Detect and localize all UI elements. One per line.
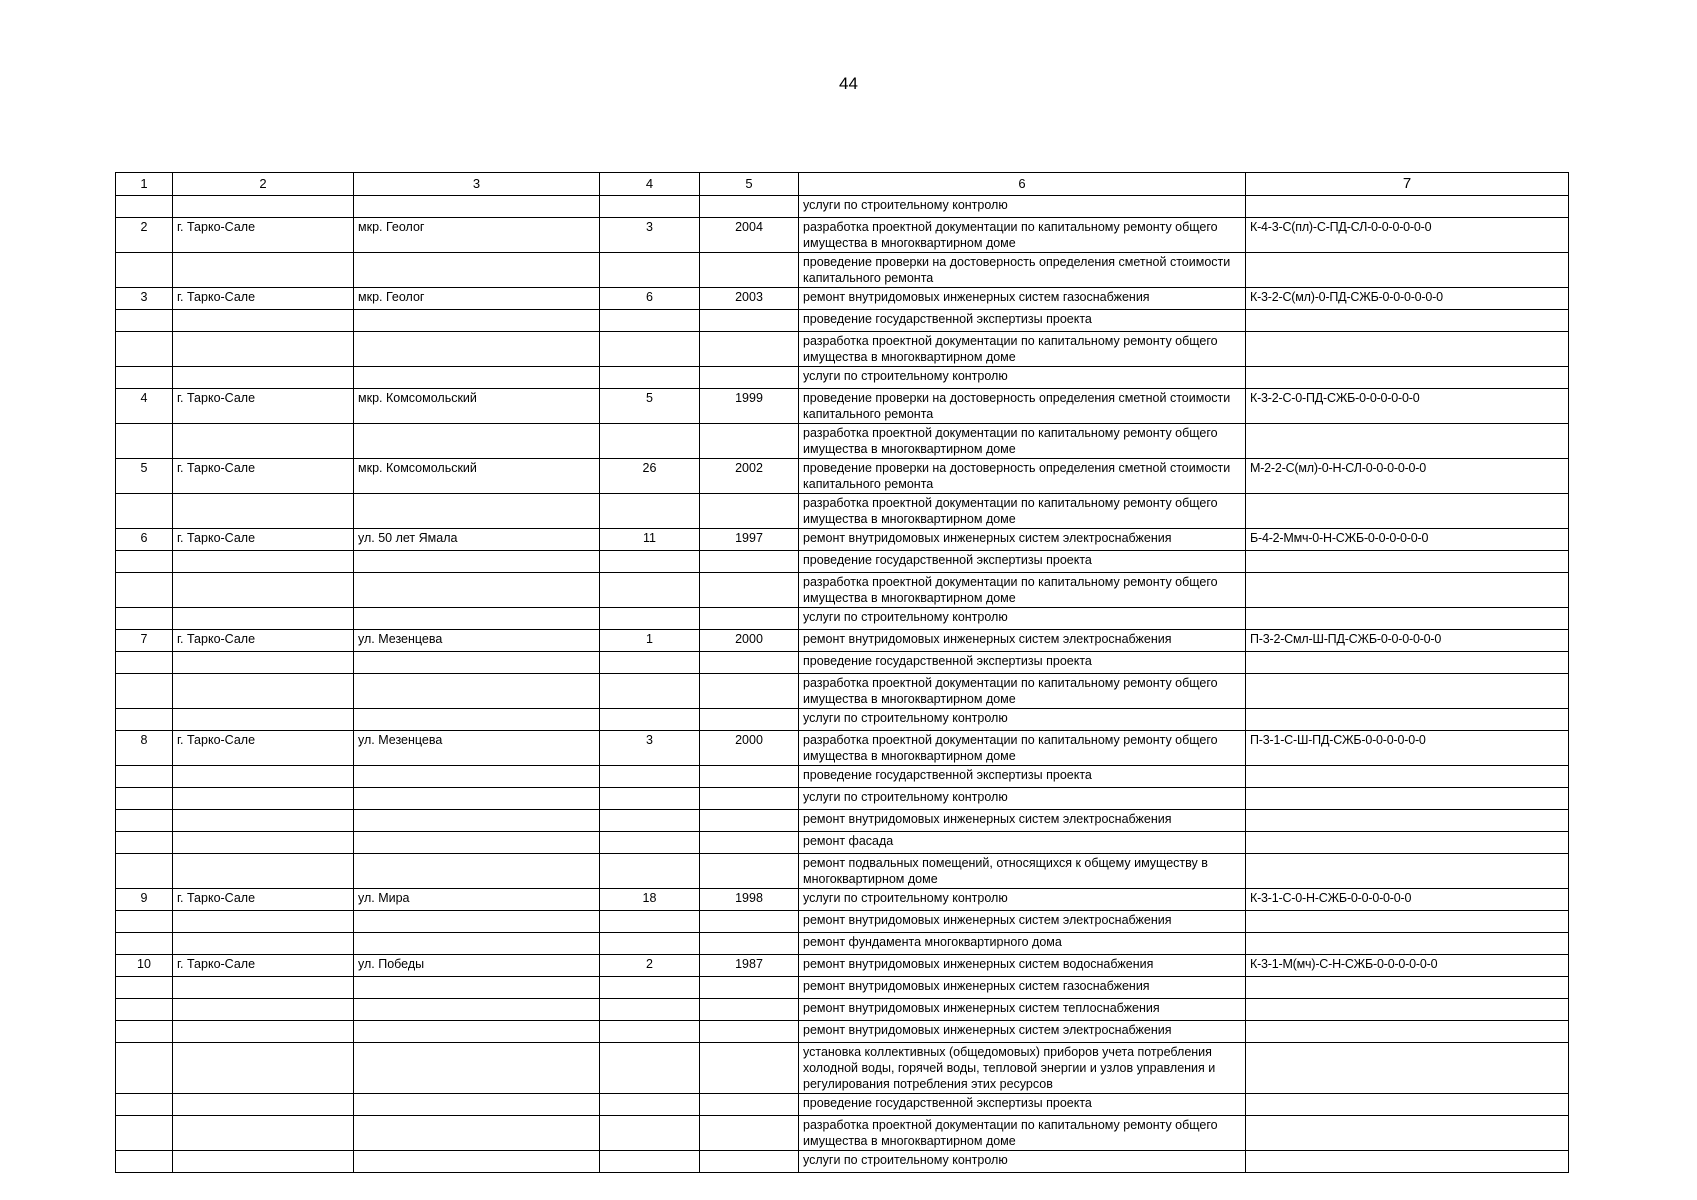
table-row [116,788,1569,810]
cell-house-number [600,367,700,389]
cell-row-number [116,608,173,630]
cell-building-code [1246,551,1569,573]
table-row [116,766,1569,788]
cell-building-code [1246,1021,1569,1043]
cell-address [354,1151,600,1173]
cell-row-number [116,766,173,788]
header-cell-2: 2 [173,173,354,196]
cell-building-code [1246,332,1569,367]
table-row [116,1116,1569,1151]
cell-work-type: ремонт внутридомовых инженерных систем водоснабжения [799,955,1246,977]
cell-city [173,977,354,999]
cell-year-built [700,608,799,630]
cell-building-code: К-3-1-С-0-Н-СЖБ-0-0-0-0-0-0 [1246,889,1569,911]
cell-address [354,196,600,218]
cell-year-built: 2004 [700,218,799,253]
cell-row-number [116,1021,173,1043]
cell-city [173,674,354,709]
cell-row-number: 6 [116,529,173,551]
cell-building-code: М-2-2-С(мл)-0-Н-СЛ-0-0-0-0-0-0 [1246,459,1569,494]
cell-house-number [600,196,700,218]
cell-building-code: К-3-1-М(мч)-С-Н-СЖБ-0-0-0-0-0-0 [1246,955,1569,977]
cell-building-code [1246,196,1569,218]
cell-address [354,253,600,288]
header-cell-7: 7 [1246,173,1569,196]
cell-year-built [700,1021,799,1043]
cell-address [354,911,600,933]
cell-row-number [116,253,173,288]
cell-house-number [600,810,700,832]
cell-house-number [600,911,700,933]
cell-city [173,1116,354,1151]
cell-work-type: ремонт фасада [799,832,1246,854]
cell-house-number [600,551,700,573]
cell-year-built [700,709,799,731]
table-row [116,630,1569,652]
cell-building-code [1246,1116,1569,1151]
cell-house-number [600,933,700,955]
cell-building-code [1246,652,1569,674]
cell-house-number [600,652,700,674]
cell-city: г. Тарко-Сале [173,630,354,652]
cell-city [173,652,354,674]
cell-work-type: разработка проектной документации по капитальному ремонту общего имущества в многоквартирном доме [799,1116,1246,1151]
cell-building-code [1246,832,1569,854]
cell-row-number [116,810,173,832]
cell-row-number [116,652,173,674]
cell-year-built [700,788,799,810]
cell-city [173,832,354,854]
cell-city: г. Тарко-Сале [173,731,354,766]
table-row [116,652,1569,674]
cell-building-code [1246,709,1569,731]
table-row [116,1021,1569,1043]
cell-row-number: 9 [116,889,173,911]
cell-building-code [1246,854,1569,889]
cell-row-number [116,674,173,709]
cell-year-built [700,1043,799,1094]
cell-row-number: 3 [116,288,173,310]
table-row [116,253,1569,288]
cell-year-built [700,253,799,288]
table-row [116,911,1569,933]
cell-year-built [700,766,799,788]
cell-address: мкр. Геолог [354,218,600,253]
cell-work-type: проведение государственной экспертизы проекта [799,1094,1246,1116]
cell-house-number [600,332,700,367]
cell-work-type: установка коллективных (общедомовых) приборов учета потребления холодной воды, горячей воды, тепловой энергии и узлов управления и регулирования потребления этих ресурсов [799,1043,1246,1094]
cell-row-number [116,310,173,332]
cell-address: мкр. Геолог [354,288,600,310]
cell-house-number [600,1043,700,1094]
table-row [116,389,1569,424]
cell-building-code [1246,494,1569,529]
cell-address [354,424,600,459]
cell-house-number: 2 [600,955,700,977]
cell-row-number: 4 [116,389,173,424]
cell-year-built [700,332,799,367]
table-row [116,731,1569,766]
cell-building-code: К-3-2-С(мл)-0-ПД-СЖБ-0-0-0-0-0-0 [1246,288,1569,310]
cell-address [354,709,600,731]
table-row [116,310,1569,332]
cell-year-built [700,911,799,933]
cell-year-built [700,832,799,854]
cell-city [173,766,354,788]
header-cell-4: 4 [600,173,700,196]
table-body [116,196,1569,1173]
cell-city [173,1094,354,1116]
cell-city [173,367,354,389]
cell-year-built [700,674,799,709]
table-row [116,832,1569,854]
cell-house-number [600,253,700,288]
table-row [116,977,1569,999]
cell-building-code [1246,424,1569,459]
cell-city: г. Тарко-Сале [173,529,354,551]
cell-year-built [700,1094,799,1116]
cell-address [354,788,600,810]
cell-work-type: ремонт внутридомовых инженерных систем электроснабжения [799,630,1246,652]
cell-work-type: услуги по строительному контролю [799,608,1246,630]
cell-city [173,494,354,529]
cell-row-number [116,1043,173,1094]
cell-address: ул. Мезенцева [354,731,600,766]
cell-work-type: разработка проектной документации по капитальному ремонту общего имущества в многоквартирном доме [799,494,1246,529]
cell-address [354,999,600,1021]
cell-house-number [600,1116,700,1151]
cell-building-code [1246,766,1569,788]
cell-year-built: 2000 [700,731,799,766]
cell-year-built: 2002 [700,459,799,494]
cell-house-number [600,310,700,332]
cell-work-type: проведение проверки на достоверность определения сметной стоимости капитального ремонта [799,253,1246,288]
cell-work-type: разработка проектной документации по капитальному ремонту общего имущества в многоквартирном доме [799,218,1246,253]
cell-building-code: П-3-1-С-Ш-ПД-СЖБ-0-0-0-0-0-0 [1246,731,1569,766]
cell-work-type: услуги по строительному контролю [799,709,1246,731]
cell-building-code: П-3-2-Смл-Ш-ПД-СЖБ-0-0-0-0-0-0 [1246,630,1569,652]
cell-work-type: разработка проектной документации по капитальному ремонту общего имущества в многоквартирном доме [799,332,1246,367]
cell-building-code: К-4-3-С(пл)-С-ПД-СЛ-0-0-0-0-0-0 [1246,218,1569,253]
cell-city: г. Тарко-Сале [173,459,354,494]
cell-address [354,674,600,709]
cell-work-type: проведение государственной экспертизы проекта [799,310,1246,332]
cell-work-type: услуги по строительному контролю [799,367,1246,389]
cell-row-number [116,788,173,810]
cell-row-number [116,933,173,955]
cell-year-built [700,977,799,999]
cell-city: г. Тарко-Сале [173,955,354,977]
table-row [116,459,1569,494]
cell-row-number: 5 [116,459,173,494]
cell-work-type: разработка проектной документации по капитальному ремонту общего имущества в многоквартирном доме [799,674,1246,709]
cell-year-built: 2003 [700,288,799,310]
cell-city: г. Тарко-Сале [173,389,354,424]
cell-city [173,551,354,573]
cell-work-type: ремонт подвальных помещений, относящихся к общему имуществу в многоквартирном доме [799,854,1246,889]
table-row [116,933,1569,955]
cell-year-built [700,854,799,889]
cell-house-number: 6 [600,288,700,310]
cell-house-number [600,608,700,630]
cell-year-built [700,1151,799,1173]
table-row [116,551,1569,573]
cell-city: г. Тарко-Сале [173,218,354,253]
table-row [116,494,1569,529]
cell-house-number [600,977,700,999]
cell-house-number [600,1021,700,1043]
cell-address [354,332,600,367]
cell-work-type: услуги по строительному контролю [799,889,1246,911]
cell-building-code [1246,933,1569,955]
cell-address: ул. 50 лет Ямала [354,529,600,551]
cell-house-number [600,1094,700,1116]
cell-city [173,709,354,731]
cell-work-type: ремонт внутридомовых инженерных систем газоснабжения [799,977,1246,999]
cell-address [354,1094,600,1116]
cell-year-built [700,551,799,573]
cell-row-number [116,999,173,1021]
cell-house-number [600,766,700,788]
cell-address [354,367,600,389]
cell-house-number: 3 [600,731,700,766]
cell-building-code [1246,1094,1569,1116]
cell-address [354,832,600,854]
cell-address [354,766,600,788]
cell-address [354,652,600,674]
cell-year-built [700,424,799,459]
cell-building-code [1246,1043,1569,1094]
table-row [116,854,1569,889]
cell-address [354,1043,600,1094]
cell-address [354,551,600,573]
cell-building-code [1246,999,1569,1021]
table-row [116,573,1569,608]
table-row [116,955,1569,977]
table-row [116,529,1569,551]
cell-address [354,1021,600,1043]
cell-city [173,1043,354,1094]
cell-house-number [600,709,700,731]
cell-house-number: 1 [600,630,700,652]
header-cell-6: 6 [799,173,1246,196]
header-cell-1: 1 [116,173,173,196]
cell-building-code [1246,1151,1569,1173]
cell-work-type: ремонт внутридомовых инженерных систем газоснабжения [799,288,1246,310]
cell-city [173,933,354,955]
cell-house-number [600,573,700,608]
cell-house-number [600,494,700,529]
cell-building-code [1246,310,1569,332]
cell-city [173,332,354,367]
cell-house-number [600,832,700,854]
table-row [116,196,1569,218]
cell-building-code [1246,674,1569,709]
cell-address [354,977,600,999]
cell-address [354,494,600,529]
cell-row-number [116,551,173,573]
cell-address: ул. Победы [354,955,600,977]
cell-work-type: ремонт внутридомовых инженерных систем теплоснабжения [799,999,1246,1021]
cell-city [173,999,354,1021]
cell-year-built: 1998 [700,889,799,911]
cell-row-number [116,1094,173,1116]
cell-house-number [600,424,700,459]
cell-city: г. Тарко-Сале [173,288,354,310]
cell-year-built [700,494,799,529]
cell-work-type: услуги по строительному контролю [799,196,1246,218]
table-row [116,810,1569,832]
cell-city [173,196,354,218]
cell-building-code: Б-4-2-Ммч-0-Н-СЖБ-0-0-0-0-0-0 [1246,529,1569,551]
cell-work-type: проведение государственной экспертизы проекта [799,766,1246,788]
cell-row-number: 8 [116,731,173,766]
table-row [116,1094,1569,1116]
cell-row-number: 10 [116,955,173,977]
table-row [116,332,1569,367]
cell-year-built [700,810,799,832]
cell-work-type: услуги по строительному контролю [799,1151,1246,1173]
cell-year-built: 1987 [700,955,799,977]
cell-building-code [1246,253,1569,288]
cell-row-number: 2 [116,218,173,253]
table-row [116,218,1569,253]
cell-address [354,608,600,630]
cell-city [173,810,354,832]
cell-row-number [116,911,173,933]
cell-row-number [116,573,173,608]
cell-row-number [116,1151,173,1173]
cell-row-number [116,854,173,889]
cell-address: ул. Мезенцева [354,630,600,652]
cell-year-built [700,367,799,389]
cell-work-type: разработка проектной документации по капитальному ремонту общего имущества в многоквартирном доме [799,731,1246,766]
cell-year-built: 1999 [700,389,799,424]
cell-address: мкр. Комсомольский [354,389,600,424]
cell-work-type: ремонт внутридомовых инженерных систем электроснабжения [799,810,1246,832]
cell-house-number [600,674,700,709]
table-row [116,889,1569,911]
table-row [116,999,1569,1021]
cell-building-code [1246,788,1569,810]
cell-work-type: проведение проверки на достоверность определения сметной стоимости капитального ремонта [799,389,1246,424]
cell-row-number [116,832,173,854]
table-row [116,288,1569,310]
cell-city [173,788,354,810]
cell-building-code [1246,367,1569,389]
cell-house-number: 18 [600,889,700,911]
cell-year-built [700,196,799,218]
cell-work-type: разработка проектной документации по капитальному ремонту общего имущества в многоквартирном доме [799,573,1246,608]
cell-city [173,253,354,288]
cell-row-number [116,709,173,731]
table-row [116,1043,1569,1094]
cell-address [354,854,600,889]
page-number: 44 [839,74,858,93]
cell-row-number [116,1116,173,1151]
header-cell-5: 5 [700,173,799,196]
header-row [116,173,1569,196]
cell-year-built [700,933,799,955]
cell-work-type: ремонт внутридомовых инженерных систем электроснабжения [799,911,1246,933]
cell-building-code [1246,911,1569,933]
cell-city [173,854,354,889]
table-row [116,709,1569,731]
cell-city [173,1151,354,1173]
header-cell-3: 3 [354,173,600,196]
cell-work-type: проведение проверки на достоверность определения сметной стоимости капитального ремонта [799,459,1246,494]
cell-row-number [116,367,173,389]
table-row [116,1151,1569,1173]
cell-row-number [116,332,173,367]
cell-address: ул. Мира [354,889,600,911]
cell-city [173,911,354,933]
cell-row-number [116,424,173,459]
cell-year-built [700,310,799,332]
cell-house-number [600,854,700,889]
cell-work-type: разработка проектной документации по капитальному ремонту общего имущества в многоквартирном доме [799,424,1246,459]
cell-row-number [116,977,173,999]
cell-address [354,810,600,832]
cell-work-type: услуги по строительному контролю [799,788,1246,810]
cell-house-number [600,788,700,810]
cell-city [173,608,354,630]
cell-city [173,310,354,332]
cell-address [354,1116,600,1151]
cell-house-number [600,1151,700,1173]
cell-year-built: 2000 [700,630,799,652]
cell-city [173,1021,354,1043]
cell-house-number: 5 [600,389,700,424]
cell-year-built [700,1116,799,1151]
cell-year-built [700,999,799,1021]
cell-work-type: ремонт внутридомовых инженерных систем электроснабжения [799,1021,1246,1043]
table-row [116,424,1569,459]
cell-year-built: 1997 [700,529,799,551]
cell-building-code [1246,977,1569,999]
cell-work-type: проведение государственной экспертизы проекта [799,551,1246,573]
cell-house-number [600,999,700,1021]
table-row [116,674,1569,709]
cell-city: г. Тарко-Сале [173,889,354,911]
cell-row-number [116,196,173,218]
cell-address [354,310,600,332]
table-row [116,367,1569,389]
cell-work-type: проведение государственной экспертизы проекта [799,652,1246,674]
table-row [116,608,1569,630]
cell-house-number: 11 [600,529,700,551]
cell-building-code [1246,810,1569,832]
cell-year-built [700,573,799,608]
cell-city [173,424,354,459]
cell-building-code: К-3-2-С-0-ПД-СЖБ-0-0-0-0-0-0 [1246,389,1569,424]
cell-house-number: 26 [600,459,700,494]
cell-address [354,933,600,955]
cell-work-type: ремонт внутридомовых инженерных систем электроснабжения [799,529,1246,551]
cell-address [354,573,600,608]
works-table [115,172,1569,1173]
cell-house-number: 3 [600,218,700,253]
cell-row-number [116,494,173,529]
cell-row-number: 7 [116,630,173,652]
cell-building-code [1246,573,1569,608]
cell-city [173,573,354,608]
cell-address: мкр. Комсомольский [354,459,600,494]
cell-year-built [700,652,799,674]
cell-work-type: ремонт фундамента многоквартирного дома [799,933,1246,955]
cell-building-code [1246,608,1569,630]
